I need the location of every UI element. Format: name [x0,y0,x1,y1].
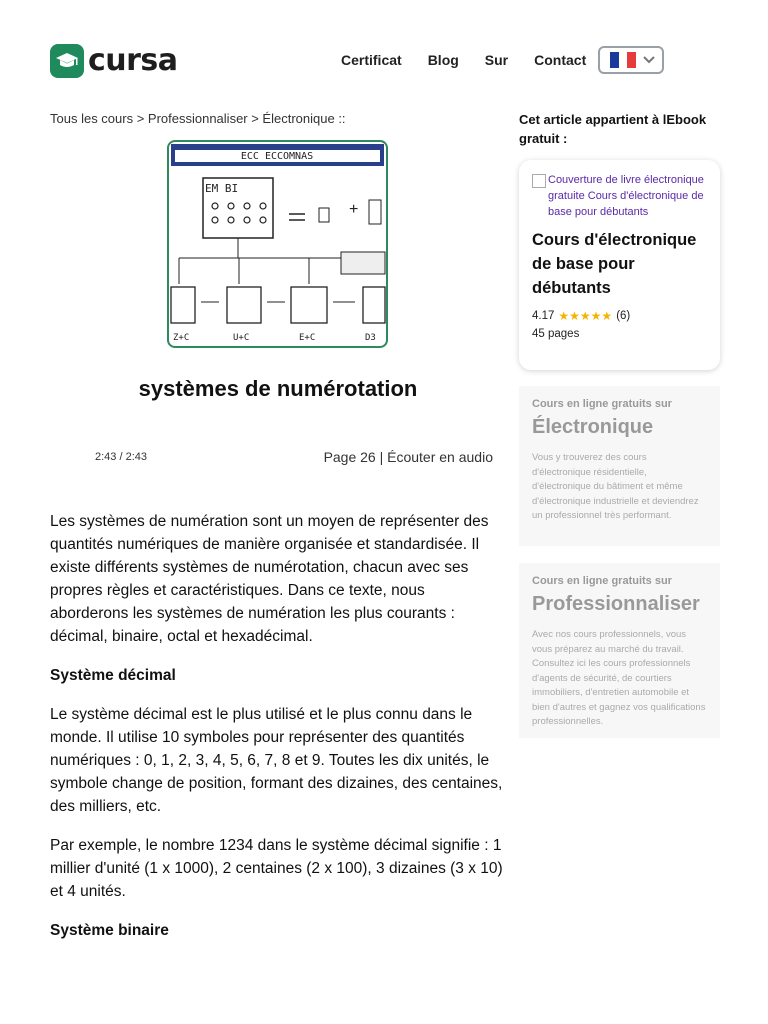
nav-contact[interactable]: Contact [534,52,587,68]
hero-label-e: E+C [299,333,316,343]
ebook-cover-alt-text: Couverture de livre électronique gratuite Cours d'électronique de base pour débutants [548,174,704,218]
rating-value: 4.17 [532,310,555,322]
article-title: systèmes de numérotation [138,376,418,401]
svg-text:+: + [349,201,359,218]
logo-text: cursa [88,43,178,78]
hero-label-d: D3 [365,333,376,343]
ebook-pages: 45 pages [532,328,580,340]
main-nav [341,52,612,68]
ebook-card[interactable] [519,160,720,370]
promo-kicker: Cours en ligne gratuits sur [532,398,672,410]
ebook-title[interactable]: Cours d'électronique de base pour débutants [532,231,697,297]
paragraph-intro: Les systèmes de numération sont un moyen de représenter des quantités numériques de manière organisée et standardisée. Il existe différents systèmes de numérotation, chacun avec ses propres règles et caractéristiques. Dans ce texte, nous aborderons les systèmes de numération les plus courants : décimal, binaire, octal et hexadécimal. [50,513,489,645]
broken-image-icon [532,174,546,188]
promo-title: Professionnaliser [532,593,700,615]
listen-audio-link[interactable]: Page 26 | Écouter en audio [323,449,493,465]
hero-label-z: Z+C [173,333,190,343]
star-icon: ★★★★★ [558,309,613,323]
promo-description: Vous y trouverez des cours d'électronique résidentielle, d'électronique du bâtiment et même d'électronique industrielle et deviendrez un professionnel très performant. [532,452,699,521]
france-flag-icon [610,52,636,68]
paragraph-decimal: Le système décimal est le plus utilisé et le plus connu dans le monde. Il utilise 10 symboles pour représenter des quantités numériques : 0, 1, 2, 3, 4, 5, 6, 7, 8 et 9. Toutes les dix unités, le symbole change de position, formant des dizaines, des centaines, des milliers, etc. [50,706,503,815]
hero-top-text: ECC ECCOMNAS [240,151,314,162]
article-body [50,510,506,958]
promo-title: Électronique [532,416,654,438]
article-illustration [167,140,388,348]
promo-electronique[interactable] [519,386,720,546]
site-header [0,0,768,112]
graduation-cap-icon [50,44,84,78]
nav-certificat[interactable]: Certificat [341,52,402,68]
ebook-label: Cet article appartient à lEbook gratuit : [519,112,707,146]
cursa-logo[interactable] [50,44,178,78]
ebook-rating [532,309,707,323]
promo-description: Avec nos cours professionnels, vous vous préparez au marché du travail. Consultez ici les cours professionnels d'agents de sécurité, de courtiers immobiliers, d'entretien automobile et bien d'autres et gagnez vos qualifications professionnelles. [532,629,706,727]
nav-blog[interactable]: Blog [427,52,459,68]
heading-binaire: Système binaire [50,922,169,939]
promo-professionnaliser[interactable] [519,563,720,738]
promo-kicker: Cours en ligne gratuits sur [532,575,672,587]
nav-sur[interactable]: Sur [484,52,509,68]
breadcrumb[interactable]: Tous les cours > Professionnaliser > Électronique :: [50,111,346,126]
hero-label-u: U+C [233,333,250,343]
paragraph-example: Par exemple, le nombre 1234 dans le système décimal signifie : 1 millier d'unité (1 x 1000), 2 centaines (2 x 100), 3 dizaines (3 x 10) et 4 unités. [50,837,503,900]
heading-decimal: Système décimal [50,667,176,684]
chevron-down-icon [642,55,656,65]
ebook-cover-image[interactable] [532,172,707,220]
audio-player-time[interactable]: 2:43 / 2:43 [95,451,147,463]
language-selector[interactable] [598,46,664,74]
hero-label-main: EM BI [205,182,239,195]
rating-count: (6) [616,310,631,322]
